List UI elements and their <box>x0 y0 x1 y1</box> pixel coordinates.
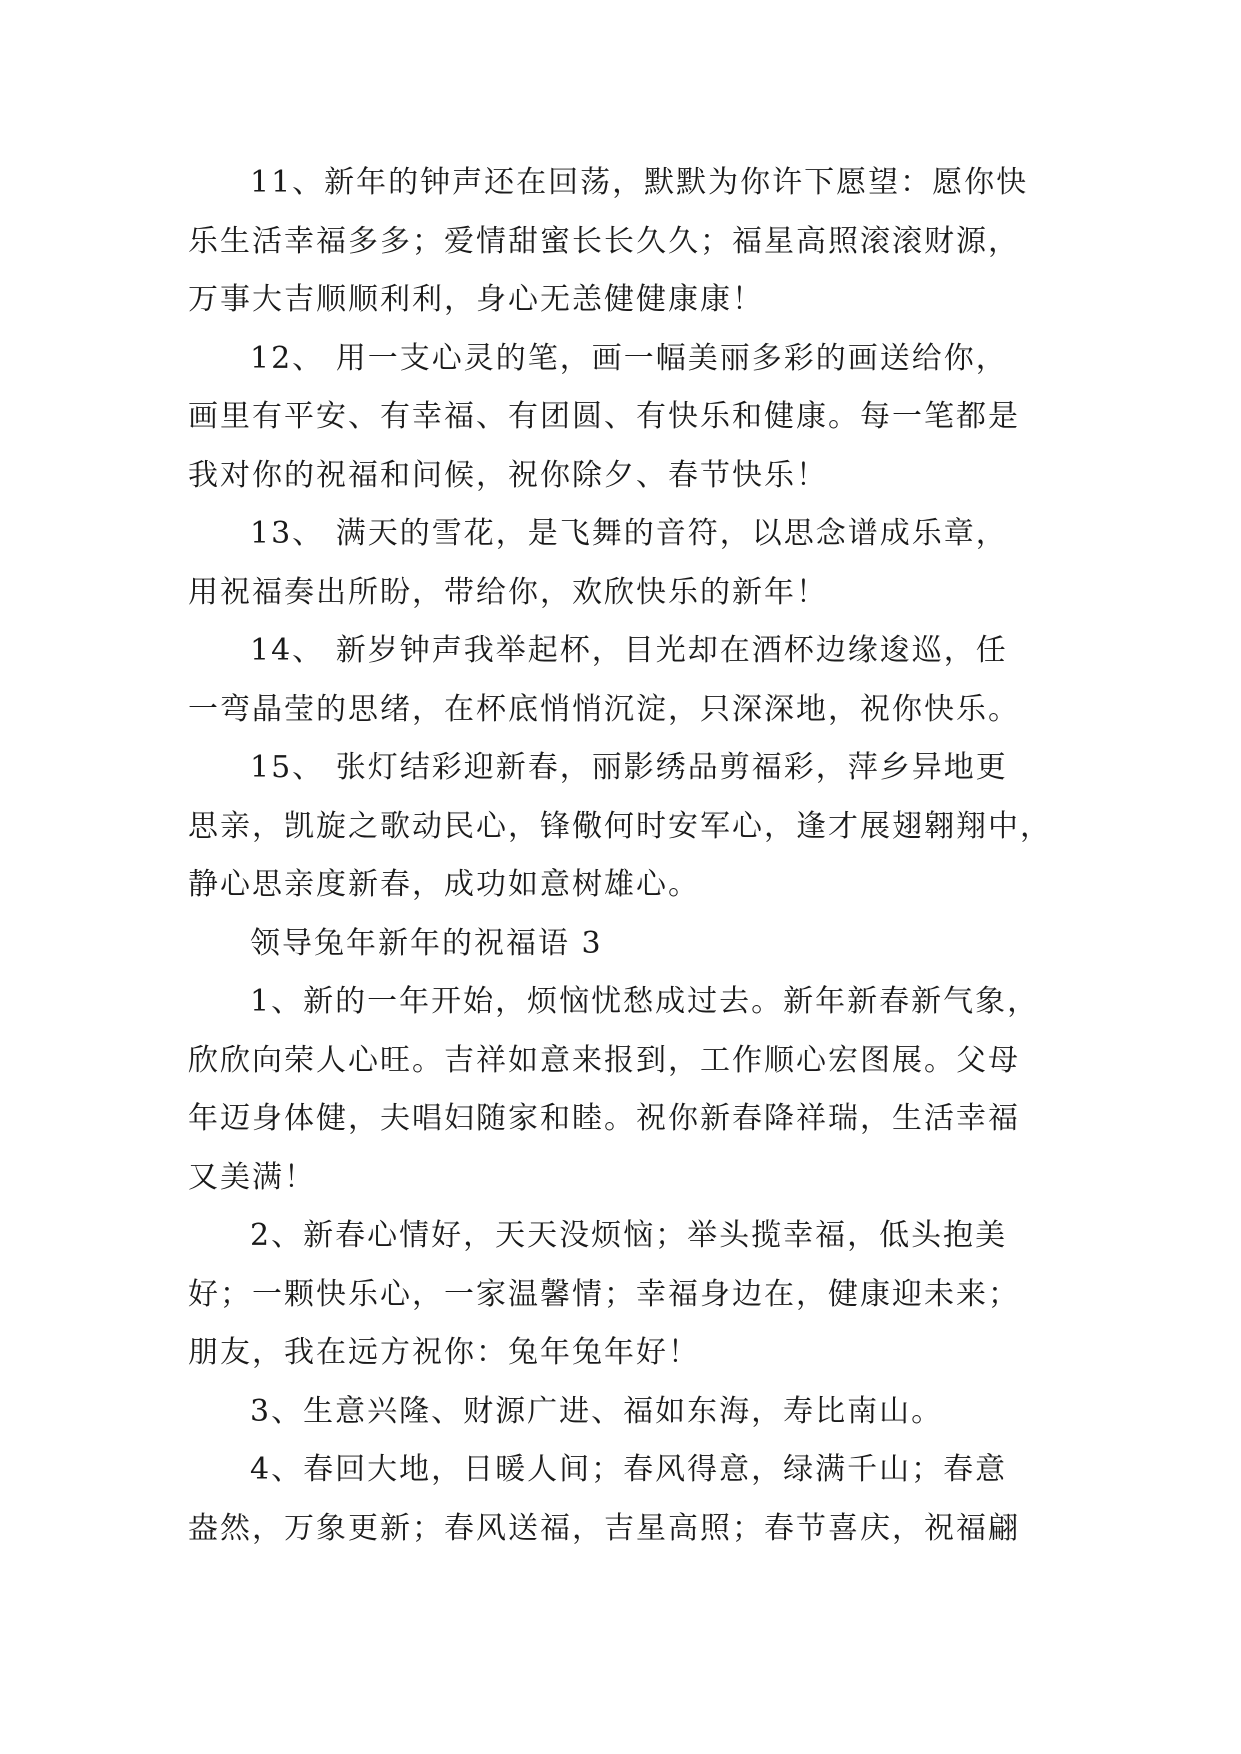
paragraph-13 <box>188 505 1054 622</box>
paragraph-4 <box>188 1441 1054 1558</box>
paragraph-line: 思亲，凯旋之歌动民心，锋儆何时安军心，逢才展翅翱翔中， <box>188 808 1052 844</box>
paragraph-2 <box>188 1207 1054 1383</box>
paragraph-line: 静心思亲度新春，成功如意树雄心。 <box>188 867 700 902</box>
paragraph-line: 一弯晶莹的思绪，在杯底悄悄沉淀，只深深地，祝你快乐。 <box>188 691 1020 727</box>
paragraph-line: 又美满！ <box>188 1159 316 1195</box>
paragraph-12 <box>188 330 1054 506</box>
paragraph-line: 4、春回大地，日暖人间；春风得意，绿满千山；春意 <box>250 1452 1008 1487</box>
paragraph-line: 欣欣向荣人心旺。吉祥如意来报到，工作顺心宏图展。父母 <box>188 1042 1020 1078</box>
paragraph-line: 15、 张灯结彩迎新春，丽影绣品剪福彩，萍乡异地更 <box>250 750 1008 785</box>
paragraph-line: 我对你的祝福和问候，祝你除夕、春节快乐！ <box>188 457 828 493</box>
section-title: 领导兔年新年的祝福语 3 <box>250 925 603 961</box>
paragraph-line: 13、 满天的雪花，是飞舞的音符，以思念谱成乐章， <box>250 516 1008 551</box>
paragraph-line: 画里有平安、有幸福、有团圆、有快乐和健康。每一笔都是 <box>188 399 1020 434</box>
paragraph-line: 朋友，我在远方祝你：兔年兔年好！ <box>188 1335 700 1370</box>
paragraph-11 <box>188 154 1054 330</box>
paragraph-line: 用祝福奏出所盼，带给你，欢欣快乐的新年！ <box>188 574 828 610</box>
paragraph-line: 14、 新岁钟声我举起杯，目光却在酒杯边缘逡巡，任 <box>250 633 1008 668</box>
paragraph-1 <box>188 973 1054 1207</box>
section-heading <box>188 915 1054 974</box>
paragraph-line: 2、新春心情好，天天没烦恼；举头揽幸福，低头抱美 <box>250 1218 1008 1253</box>
paragraph-14 <box>188 622 1054 739</box>
paragraph-line: 盎然，万象更新；春风送福，吉星高照；春节喜庆，祝福翩 <box>188 1510 1020 1546</box>
paragraph-line: 好；一颗快乐心，一家温馨情；幸福身边在，健康迎未来； <box>188 1276 1020 1312</box>
paragraph-line: 11、新年的钟声还在回荡，默默为你许下愿望：愿你快 <box>250 165 1029 200</box>
paragraph-line: 3、生意兴隆、财源广进、福如东海，寿比南山。 <box>250 1393 944 1429</box>
paragraph-line: 年迈身体健，夫唱妇随家和睦。祝你新春降祥瑞，生活幸福 <box>188 1101 1020 1136</box>
paragraph-3 <box>188 1383 1054 1442</box>
paragraph-line: 1、新的一年开始，烦恼忧愁成过去。新年新春新气象， <box>250 984 1040 1019</box>
paragraph-line: 万事大吉顺顺利利，身心无恙健健康康！ <box>188 282 764 317</box>
document-body <box>188 154 1054 1558</box>
paragraph-line: 乐生活幸福多多；爱情甜蜜长长久久；福星高照滚滚财源， <box>188 223 1020 259</box>
paragraph-15 <box>188 739 1054 915</box>
paragraph-line: 12、 用一支心灵的笔，画一幅美丽多彩的画送给你， <box>250 340 1008 376</box>
